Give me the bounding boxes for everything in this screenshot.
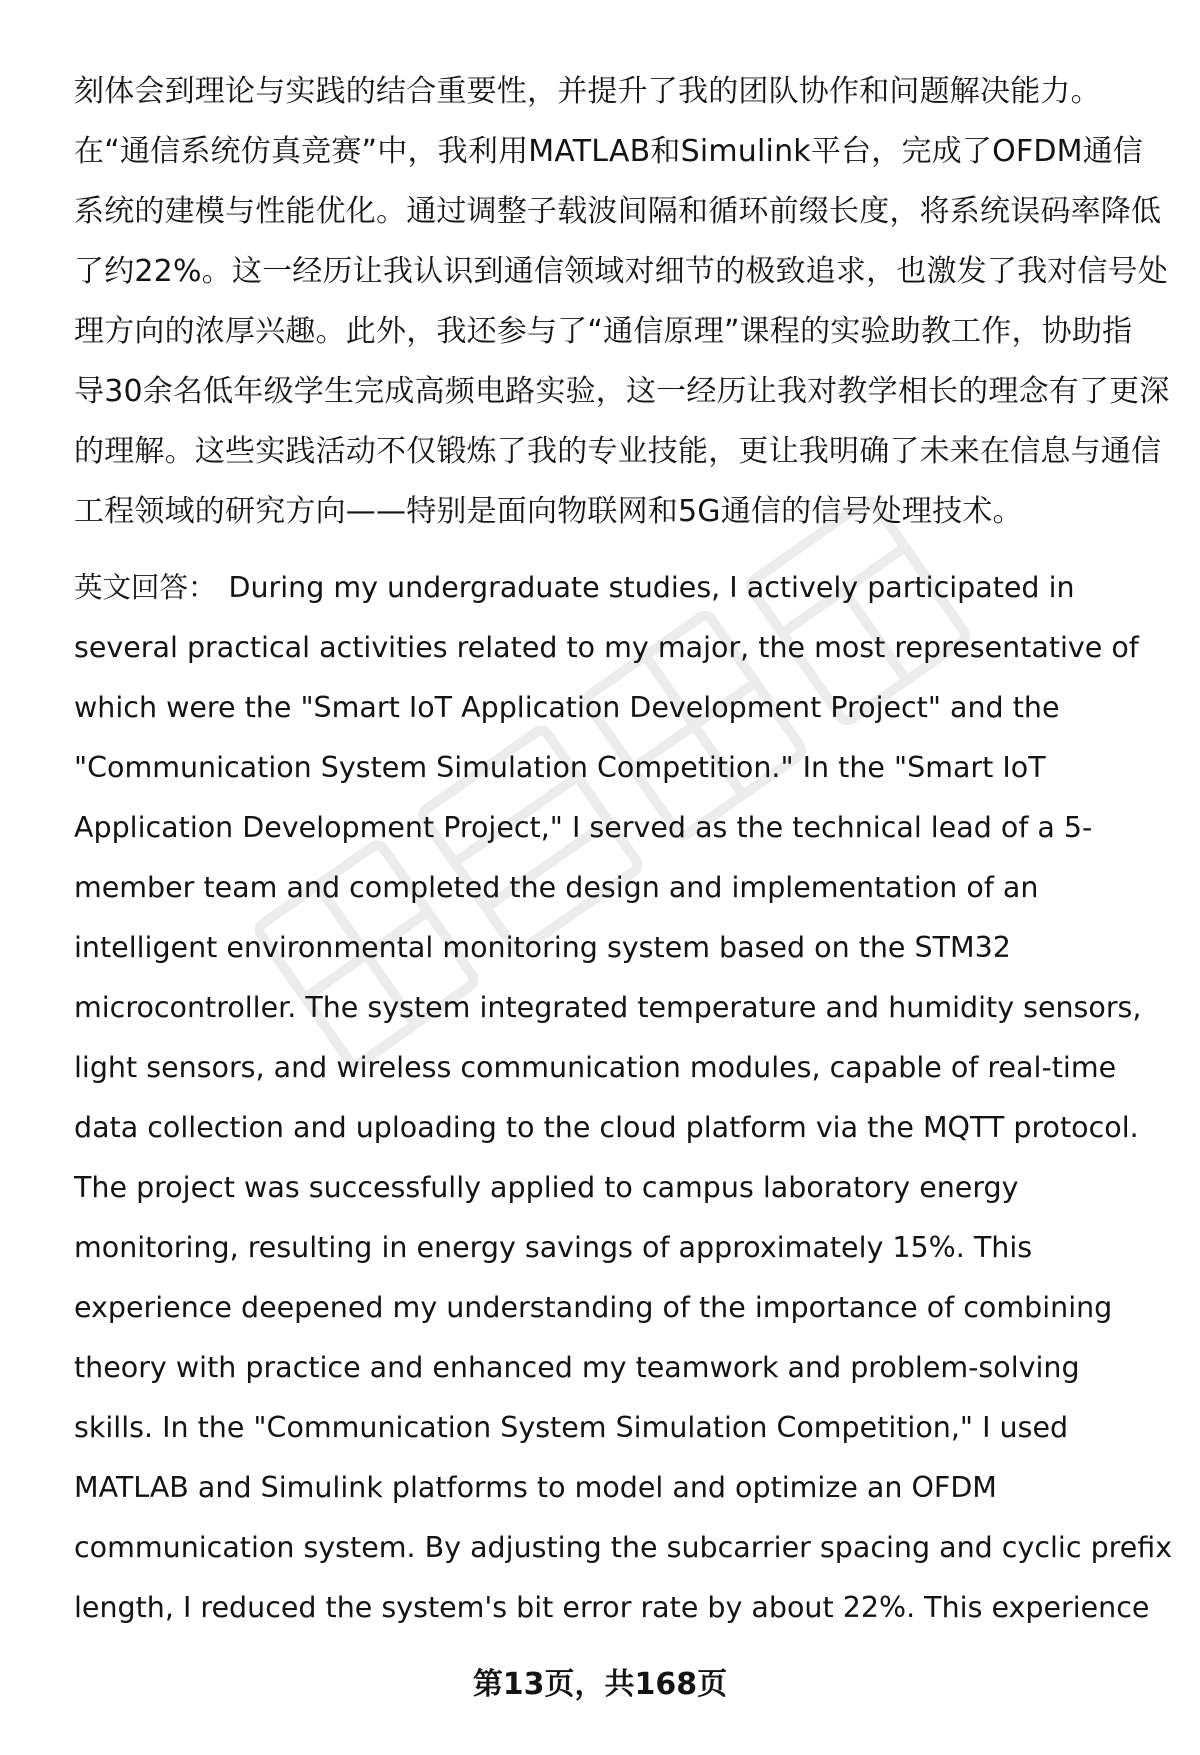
en-text-line: member team and completed the design and implementation of an: [74, 871, 1039, 904]
chinese-answer-paragraph: [74, 62, 1170, 542]
en-text-line: data collection and uploading to the cloud platform via the MQTT protocol.: [74, 1111, 1139, 1144]
english-answer-paragraph: [74, 558, 1173, 1638]
cn-text-line: 了约22%。这一经历让我认识到通信领域对细节的极致追求，也激发了我对信号处: [74, 254, 1169, 289]
en-text-line: experience deepened my understanding of the importance of combining: [74, 1291, 1113, 1324]
page-number-footer: 第13页，共168页: [472, 1667, 728, 1702]
en-text-line: light sensors, and wireless communication modules, capable of real-time: [74, 1051, 1117, 1084]
en-text-line: communication system. By adjusting the subcarrier spacing and cyclic prefix: [74, 1531, 1173, 1564]
en-text-line: microcontroller. The system integrated temperature and humidity sensors,: [74, 991, 1142, 1024]
en-text-line: length, I reduced the system's bit error rate by about 22%. This experience: [74, 1591, 1150, 1624]
main-content: [74, 62, 1173, 1638]
cn-text-line: 的理解。这些实践活动不仅锻炼了我的专业技能，更让我明确了未来在信息与通信: [74, 434, 1162, 469]
cn-text-line: 导30余名低年级学生完成高频电路实验，这一经历让我对教学相长的理念有了更深: [74, 374, 1170, 409]
cn-text-line: 刻体会到理论与实践的结合重要性，并提升了我的团队协作和问题解决能力。: [74, 74, 1101, 109]
en-text-line: The project was successfully applied to campus laboratory energy: [74, 1171, 1019, 1204]
en-text-line: MATLAB and Simulink platforms to model and optimize an OFDM: [74, 1471, 997, 1504]
en-text-line-first: [74, 558, 1164, 618]
en-text-line: Application Development Project," I served as the technical lead of a 5-: [74, 811, 1093, 844]
en-text-line-content: During my undergraduate studies, I actively participated in: [228, 571, 1075, 604]
en-text-line: intelligent environmental monitoring system based on the STM32: [74, 931, 1011, 964]
cn-text-line: 在“通信系统仿真竞赛”中，我利用MATLAB和Simulink平台，完成了OFDM通信: [74, 134, 1144, 169]
cn-text-line: 工程领域的研究方向——特别是面向物联网和5G通信的信号处理技术。: [74, 494, 1023, 529]
english-answer-label: 英文回答：: [74, 571, 217, 604]
en-text-line: monitoring, resulting in energy savings of approximately 15%. This: [74, 1231, 1033, 1264]
en-text-line: theory with practice and enhanced my teamwork and problem-solving: [74, 1351, 1080, 1384]
cn-text-line: 理方向的浓厚兴趣。此外，我还参与了“通信原理”课程的实验助教工作，协助指: [74, 314, 1133, 349]
en-text-line: skills. In the "Communication System Simulation Competition," I used: [74, 1411, 1069, 1444]
en-text-line: "Communication System Simulation Competition." In the "Smart IoT: [74, 751, 1046, 784]
en-text-line: several practical activities related to my major, the most representative of: [74, 631, 1139, 664]
cn-text-line: 系统的建模与性能优化。通过调整子载波间隔和循环前缀长度，将系统误码率降低: [74, 194, 1162, 229]
en-text-line: which were the "Smart IoT Application Development Project" and the: [74, 691, 1060, 724]
